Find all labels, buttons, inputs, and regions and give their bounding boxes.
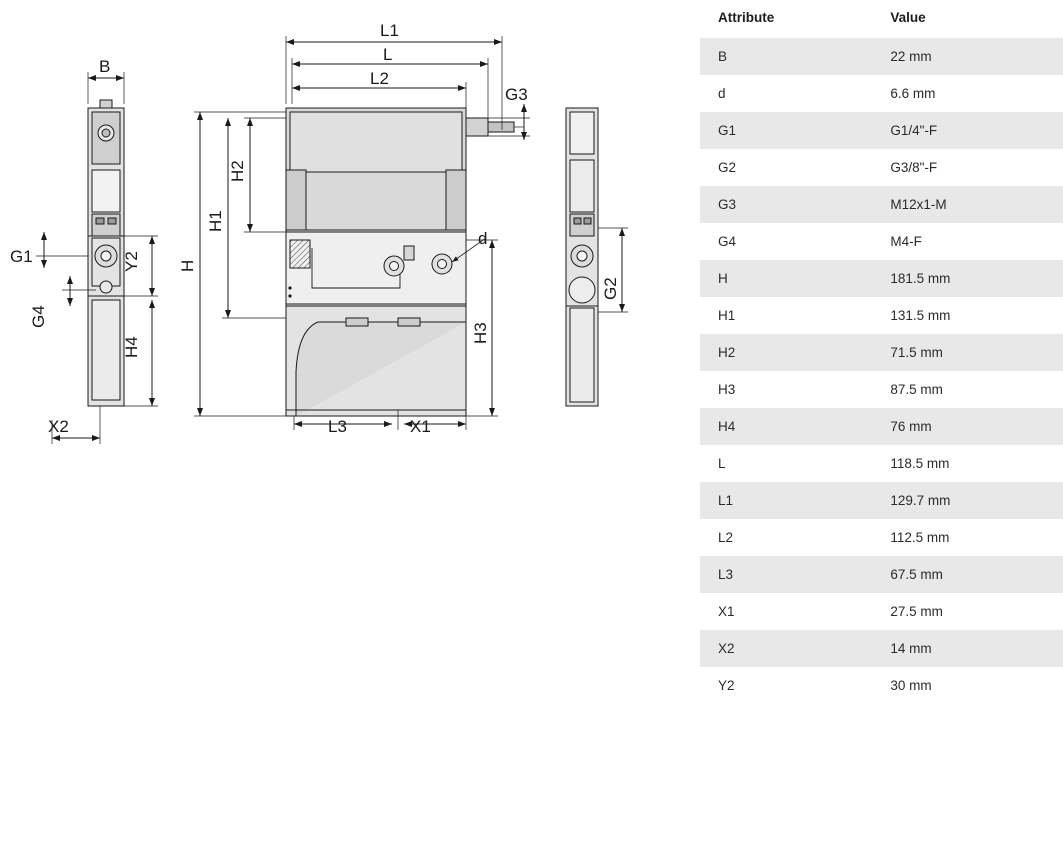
table-row — [700, 223, 1063, 260]
row-attribute: Y2 — [700, 667, 872, 704]
row-attribute: H4 — [700, 408, 872, 445]
label-G4: G4 — [29, 305, 48, 328]
row-attribute: G3 — [700, 186, 872, 223]
header-value: Value — [872, 0, 1063, 38]
table-row — [700, 445, 1063, 482]
row-attribute: B — [700, 38, 872, 75]
row-value: 129.7 mm — [872, 482, 1063, 519]
row-attribute: X2 — [700, 630, 872, 667]
table-row — [700, 667, 1063, 704]
row-value: 27.5 mm — [872, 593, 1063, 630]
label-G3: G3 — [505, 85, 528, 104]
attributes-table-wrap — [700, 0, 1063, 857]
label-B: B — [99, 57, 111, 76]
table-row — [700, 297, 1063, 334]
row-attribute: G1 — [700, 112, 872, 149]
row-value: 14 mm — [872, 630, 1063, 667]
table-row — [700, 38, 1063, 75]
row-value: 181.5 mm — [872, 260, 1063, 297]
label-G1: G1 — [10, 247, 33, 266]
row-value: 76 mm — [872, 408, 1063, 445]
row-attribute: H3 — [700, 371, 872, 408]
label-H1: H1 — [206, 210, 225, 232]
label-X2: X2 — [48, 417, 69, 436]
table-row — [700, 371, 1063, 408]
row-attribute: X1 — [700, 593, 872, 630]
row-value: 67.5 mm — [872, 556, 1063, 593]
row-attribute: H — [700, 260, 872, 297]
row-value: 22 mm — [872, 38, 1063, 75]
label-H: H — [178, 259, 197, 272]
row-value: 6.6 mm — [872, 75, 1063, 112]
row-attribute: G4 — [700, 223, 872, 260]
table-row — [700, 112, 1063, 149]
table-row — [700, 149, 1063, 186]
table-row — [700, 408, 1063, 445]
label-L3: L3 — [328, 417, 347, 436]
row-value: 30 mm — [872, 667, 1063, 704]
row-value: G1/4"-F — [872, 112, 1063, 149]
row-attribute: L1 — [700, 482, 872, 519]
row-attribute: d — [700, 75, 872, 112]
label-L2: L2 — [370, 69, 389, 88]
table-row — [700, 519, 1063, 556]
row-attribute: H1 — [700, 297, 872, 334]
row-attribute: L2 — [700, 519, 872, 556]
row-value: 112.5 mm — [872, 519, 1063, 556]
row-value: 131.5 mm — [872, 297, 1063, 334]
row-attribute: G2 — [700, 149, 872, 186]
row-value: 71.5 mm — [872, 334, 1063, 371]
row-value: M12x1-M — [872, 186, 1063, 223]
table-header-row — [700, 0, 1063, 38]
row-value: 118.5 mm — [872, 445, 1063, 482]
table-row — [700, 260, 1063, 297]
table-row — [700, 334, 1063, 371]
row-attribute: L — [700, 445, 872, 482]
label-H2: H2 — [228, 160, 247, 182]
table-row — [700, 75, 1063, 112]
label-H4: H4 — [122, 336, 141, 358]
table-row — [700, 556, 1063, 593]
row-value: 87.5 mm — [872, 371, 1063, 408]
label-L: L — [383, 45, 393, 64]
row-value: M4-F — [872, 223, 1063, 260]
table-row — [700, 482, 1063, 519]
label-d: d — [478, 229, 488, 248]
row-value: G3/8"-F — [872, 149, 1063, 186]
label-L1: L1 — [380, 21, 399, 40]
attributes-table — [700, 0, 1063, 704]
label-G2: G2 — [601, 277, 620, 300]
label-Y2: Y2 — [122, 251, 141, 272]
table-row — [700, 630, 1063, 667]
row-attribute: L3 — [700, 556, 872, 593]
right-side-view — [566, 108, 628, 406]
header-attribute: Attribute — [700, 0, 872, 38]
label-H3: H3 — [471, 322, 490, 344]
table-row — [700, 593, 1063, 630]
row-attribute: H2 — [700, 334, 872, 371]
label-X1: X1 — [410, 417, 431, 436]
table-row — [700, 186, 1063, 223]
